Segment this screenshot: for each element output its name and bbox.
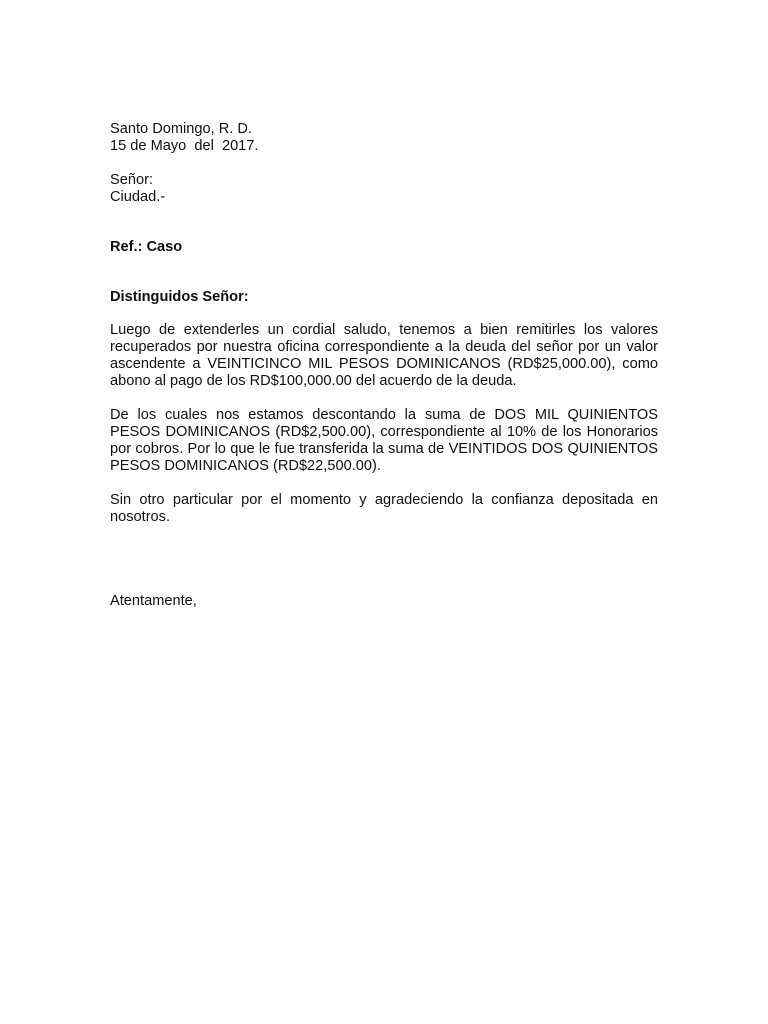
salutation: Distinguidos Señor: <box>110 289 249 305</box>
recipient-block <box>110 172 658 206</box>
body-paragraph-2: De los cuales nos estamos descontando la suma de DOS MIL QUINIENTOS PESOS DOMINICANOS (RD$2,500.00), correspondiente al 10% de los Honorarios por cobros. Por lo que le fue transferida la suma de VEINTIDOS DOS QUINIENTOS PESOS DOMINICANOS (RD$22,500.00). <box>110 407 658 474</box>
letter-body <box>110 121 658 610</box>
reference-line: Ref.: Caso <box>110 239 183 255</box>
closing-line: Atentamente, <box>110 593 197 609</box>
body-paragraph-3: Sin otro particular por el momento y agradeciendo la confianza depositada en nosotros. <box>110 492 658 525</box>
place-line: Santo Domingo, R. D. <box>110 121 252 137</box>
date-line: 15 de Mayo del 2017. <box>110 138 259 154</box>
recipient-city: Ciudad.- <box>110 189 166 205</box>
letter-header <box>110 121 658 155</box>
recipient-title: Señor: <box>110 172 153 188</box>
body-paragraph-1: Luego de extenderles un cordial saludo, tenemos a bien remitirles los valores recuperados por nuestra oficina correspondiente a la deuda del señor por un valor ascendente a VEINTICINCO MIL PESOS DOMINICANOS (RD$25,000.00), como abono al pago de los RD$100,000.00 del acuerdo de la deuda. <box>110 322 658 389</box>
